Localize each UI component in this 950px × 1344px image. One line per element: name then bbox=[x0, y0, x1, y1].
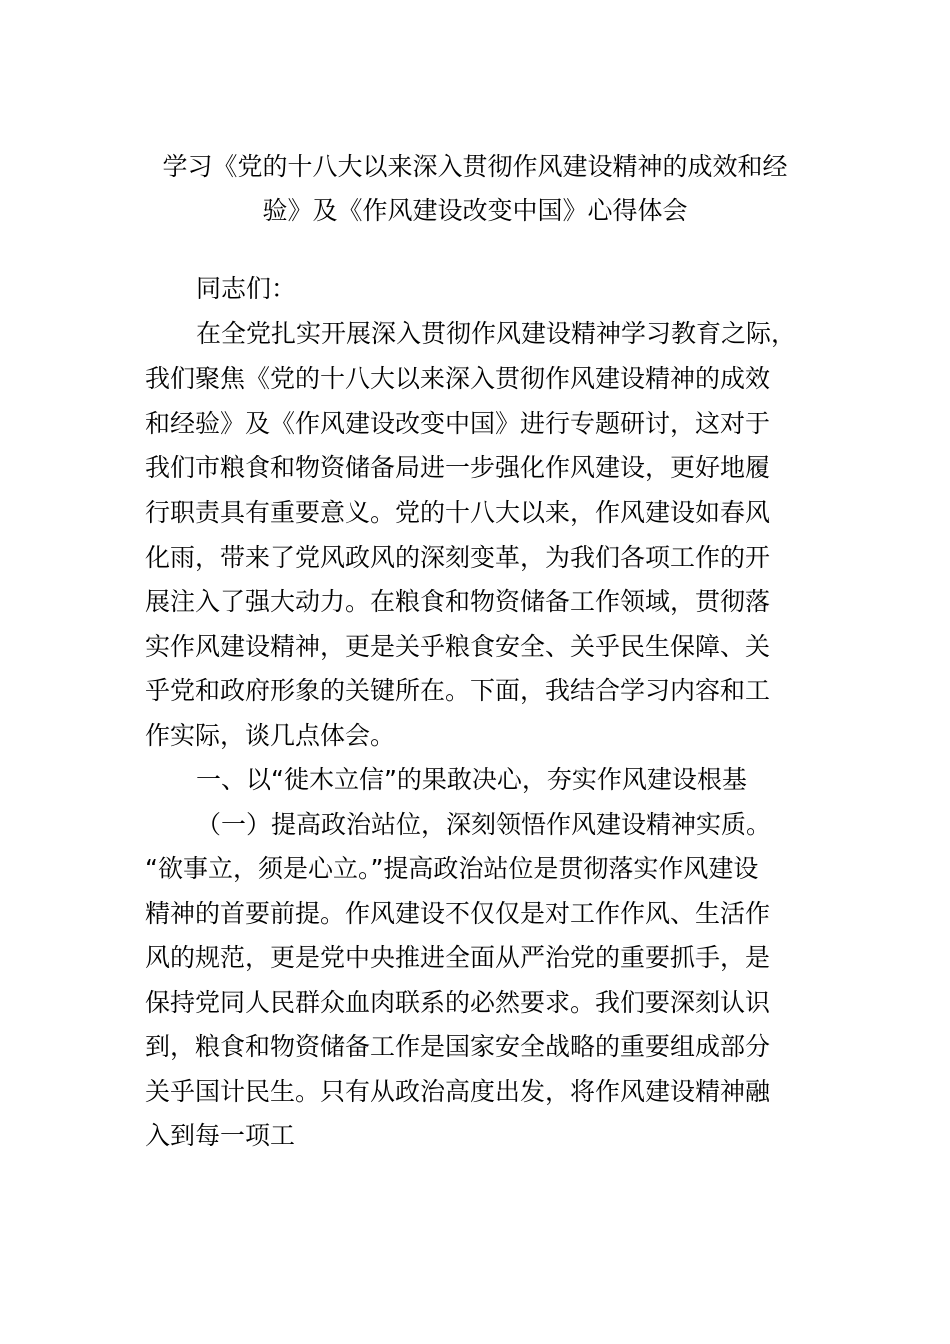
body-line: 精神的首要前提。作风建设不仅仅是对工作作风、生活作 bbox=[145, 899, 771, 928]
body-line: 风的规范，更是党中央推进全面从严治党的重要抓手，是 bbox=[145, 943, 771, 972]
document-title-line-1: 学习《党的十八大以来深入贯彻作风建设精神的成效和经 bbox=[162, 152, 788, 181]
subsection-heading: （一）提高政治站位，深刻领悟作风建设精神实质。 bbox=[196, 810, 772, 839]
body-line: 关乎国计民生。只有从政治高度出发，将作风建设精神融 bbox=[145, 1077, 771, 1106]
body-line: 我们市粮食和物资储备局进一步强化作风建设，更好地履 bbox=[145, 453, 771, 482]
salutation: 同志们： bbox=[196, 274, 297, 303]
body-line: 在全党扎实开展深入贯彻作风建设精神学习教育之际， bbox=[196, 319, 797, 348]
body-line: 行职责具有重要意义。党的十八大以来，作风建设如春风 bbox=[145, 498, 771, 527]
body-line: 保持党同人民群众血肉联系的必然要求。我们要深刻认识 bbox=[145, 988, 771, 1017]
body-line: 展注入了强大动力。在粮食和物资储备工作领域，贯彻落 bbox=[145, 587, 771, 616]
section-heading: 一、以“徙木立信”的果敢决心，夯实作风建设根基 bbox=[196, 765, 747, 794]
body-line: 到，粮食和物资储备工作是国家安全战略的重要组成部分 bbox=[145, 1032, 771, 1061]
body-line: 和经验》及《作风建设改变中国》进行专题研讨，这对于 bbox=[145, 409, 771, 438]
body-line: 我们聚焦《党的十八大以来深入贯彻作风建设精神的成效 bbox=[145, 364, 771, 393]
body-line: 化雨，带来了党风政风的深刻变革，为我们各项工作的开 bbox=[145, 543, 771, 572]
body-line: “欲事立，须是心立。”提高政治站位是贯彻落实作风建设 bbox=[145, 854, 759, 883]
body-line: 作实际，谈几点体会。 bbox=[145, 721, 396, 750]
document-title-line-2: 验》及《作风建设改变中国》心得体会 bbox=[262, 196, 688, 225]
body-line: 入到每一项工 bbox=[145, 1121, 296, 1150]
body-line: 乎党和政府形象的关键所在。下面，我结合学习内容和工 bbox=[145, 676, 771, 705]
body-line: 实作风建设精神，更是关乎粮食安全、关乎民生保障、关 bbox=[145, 632, 771, 661]
